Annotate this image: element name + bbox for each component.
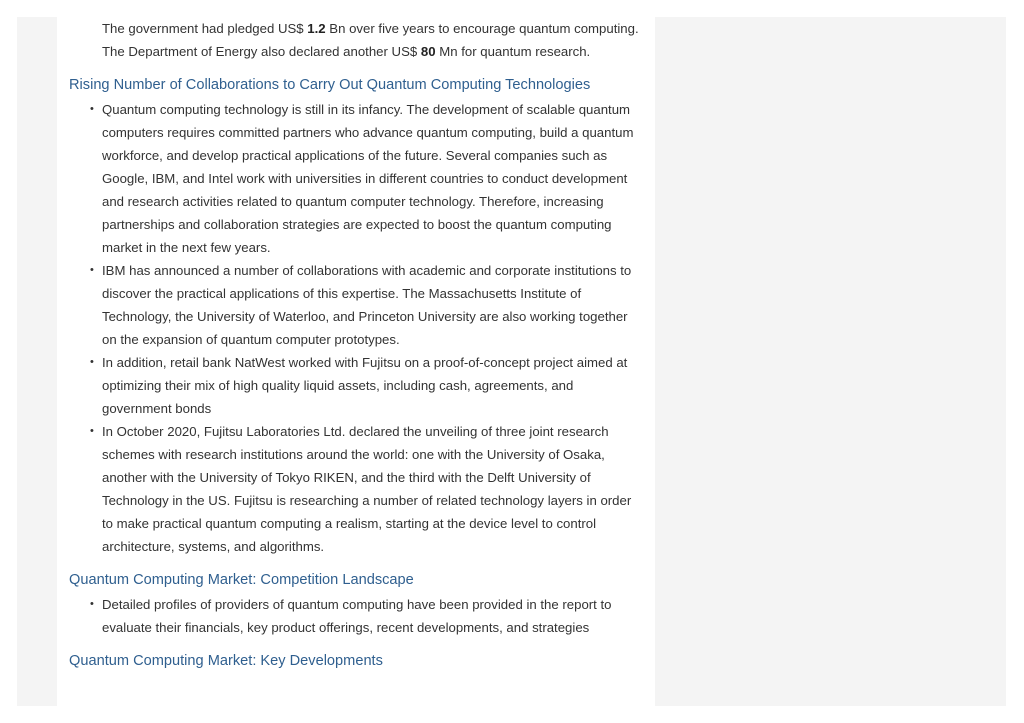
intro-amount-2: 80 bbox=[420, 44, 436, 59]
intro-line-1: The government had pledged US$ 1.2 Bn over five years to encourage quantum computing. bbox=[102, 21, 639, 36]
list-item: • IBM has announced a number of collaborations with academic and corporate institutions to discover the practical applications of this expertise. The Massachusetts Institute of Technology, the University of Waterloo, and Princeton University are also working together on the expansion of quantum computer prototypes. bbox=[102, 259, 655, 351]
bullet-icon: • bbox=[90, 425, 94, 437]
competition-list bbox=[57, 593, 655, 639]
bullet-icon: • bbox=[90, 356, 94, 368]
collaborations-list bbox=[57, 98, 655, 558]
section-heading-collaborations: Rising Number of Collaborations to Carry Out Quantum Computing Technologies bbox=[69, 77, 591, 93]
section-heading-developments: Quantum Computing Market: Key Developments bbox=[69, 653, 383, 669]
left-gutter bbox=[17, 17, 57, 706]
section-heading-competition: Quantum Computing Market: Competition Landscape bbox=[69, 572, 414, 588]
list-item: • In October 2020, Fujitsu Laboratories Ltd. declared the unveiling of three joint research schemes with research institutions around the world: one with the University of Osaka, another with the University of Tokyo RIKEN, and the third with the Delft University of Technology in the US. Fujitsu is researching a number of related technology layers in order to make practical quantum computing a realism, starting at the device level to control architecture, systems, and algorithms. bbox=[102, 420, 655, 558]
intro-paragraph bbox=[57, 17, 655, 63]
right-sidebar bbox=[655, 17, 1006, 706]
bullet-icon: • bbox=[90, 598, 94, 610]
list-item: • Detailed profiles of providers of quantum computing have been provided in the report to evaluate their financials, key product offerings, recent developments, and strategies bbox=[102, 593, 655, 639]
article-content bbox=[57, 17, 655, 706]
intro-amount-1: 1.2 bbox=[307, 21, 326, 36]
list-item: • Quantum computing technology is still in its infancy. The development of scalable quantum computers requires committed partners who advance quantum computing, build a quantum workforce, and develop practical applications of the future. Several companies such as Google, IBM, and Intel work with universities in different countries to conduct development and research activities related to quantum computer technology. Therefore, increasing partnerships and collaboration strategies are expected to boost the quantum computing market in the next few years. bbox=[102, 98, 655, 259]
list-item: • In addition, retail bank NatWest worked with Fujitsu on a proof-of-concept project aimed at optimizing their mix of high quality liquid assets, including cash, agreements, and government bonds bbox=[102, 351, 655, 420]
intro-line-2: The Department of Energy also declared another US$ 80 Mn for quantum research. bbox=[102, 44, 591, 59]
bullet-icon: • bbox=[90, 103, 94, 115]
bullet-icon: • bbox=[90, 264, 94, 276]
